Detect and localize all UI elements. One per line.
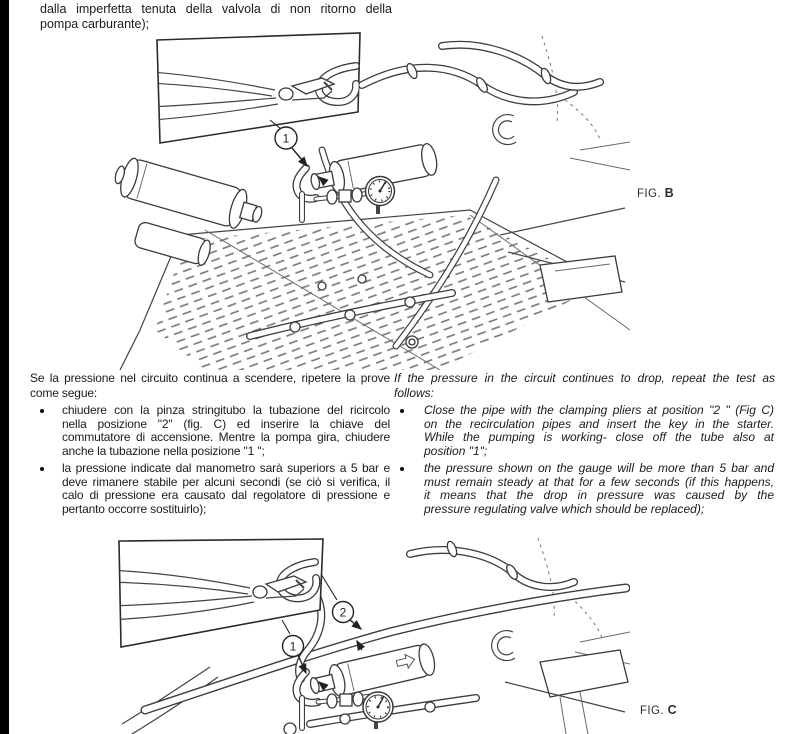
callout-1-number-b: 1	[282, 131, 290, 146]
fig-b-label-letter: B	[664, 186, 675, 200]
english-bullet-1-text	[424, 404, 774, 458]
text-line: follows:	[394, 386, 435, 400]
fig-c-illustration	[110, 532, 630, 734]
text-line: Close the pipe with the clamping pliers at position "2 " (Fig C)	[424, 403, 774, 417]
text-line: come segue:	[30, 386, 98, 400]
top-paragraph	[40, 2, 392, 31]
text-line: nella posizione "2" (fig. C) ed inserire la chiave del	[62, 416, 390, 431]
text-line: While the pumping is working- close off the tube also at	[424, 430, 774, 444]
text-line: the pressure shown on the gauge will be more than 5 bar and	[424, 461, 774, 475]
text-line: commutatore di accensione. Mentre la pompa gira, chiudere	[62, 430, 390, 444]
text-line: anche la tubazione nella posizione "1 ";	[62, 443, 265, 458]
english-column	[394, 371, 775, 516]
hose-clamp-loop-c	[492, 631, 515, 661]
text-line: If the pressure in the circuit continues to drop, repeat the test as	[394, 371, 775, 385]
italian-bullet-1-text	[62, 404, 390, 458]
fig-b-illustration	[110, 30, 630, 370]
text-line: on the recirculation pipes and insert the key in the starter.	[424, 416, 774, 431]
text-line: Se la pressione nel circuito continua a scendere, ripetere la prove	[30, 371, 390, 385]
callout-2-number-c: 2	[339, 605, 347, 620]
pliers-inset-box-c	[119, 539, 323, 647]
pressure-gauge-c	[363, 692, 393, 729]
callout-1-badge-b	[275, 127, 297, 149]
callout-2-arrow-c	[350, 620, 361, 629]
page-left-binding-bar	[0, 0, 9, 734]
text-line: must remain steady at that for a few seconds (if this happens,	[424, 474, 774, 489]
text-line: pertanto occorre sostituirlo);	[62, 501, 207, 516]
canister-lower-b	[133, 221, 212, 267]
bullet-dot	[40, 467, 44, 471]
text-line: calo di pressione era causato dal regolatore di pressione e	[62, 488, 390, 502]
text-line: chiudere con la pinza stringitubo la tubazione del ricircolo	[62, 403, 390, 417]
bullet-dot	[400, 467, 404, 471]
italian-bullet-2	[30, 462, 390, 516]
callout-1-arrow-b	[292, 148, 307, 166]
hose-clamp-loop-b	[493, 115, 516, 145]
callout-1-number-c: 1	[289, 639, 297, 654]
fig-c-label-letter: C	[667, 703, 678, 717]
callout-2-badge-c	[333, 602, 354, 623]
italian-bullet-2-text	[62, 462, 390, 516]
pressure-gauge-b	[366, 177, 395, 215]
callout-1-leader-c	[282, 620, 290, 634]
text-line: it means that the drop in pressure was caused by the	[424, 488, 774, 502]
text-line: pressure regulating valve which should be replaced);	[424, 501, 705, 516]
bullet-dot	[400, 409, 404, 413]
text-line: la pressione indicate dal manometro sarà superiors a 5 bar e	[62, 461, 390, 475]
text-line: pompa carburante);	[40, 16, 150, 31]
canister-left-b	[110, 155, 266, 235]
bullet-dot	[40, 409, 44, 413]
fig-c-label	[640, 703, 677, 717]
english-bullet-2	[394, 462, 775, 516]
italian-intro	[30, 371, 390, 401]
text-line: position "1";	[424, 443, 488, 458]
callout-2-leader-c	[321, 574, 337, 600]
english-bullet-1	[394, 404, 775, 458]
fig-b-label-prefix: FIG.	[637, 188, 661, 200]
text-line: deve rimanere stabile per alcuni secondi (se ciò si verifica, il	[62, 474, 390, 489]
italian-bullet-1	[30, 404, 390, 458]
italian-column	[30, 371, 390, 516]
english-intro	[394, 371, 775, 401]
fig-b-label	[637, 186, 674, 200]
text-line: dalla imperfetta tenuta della valvola di non ritorno della	[40, 2, 392, 16]
fig-c-label-prefix: FIG.	[640, 705, 664, 717]
callout-1-badge-c	[283, 636, 304, 657]
english-bullet-2-text	[424, 462, 774, 516]
